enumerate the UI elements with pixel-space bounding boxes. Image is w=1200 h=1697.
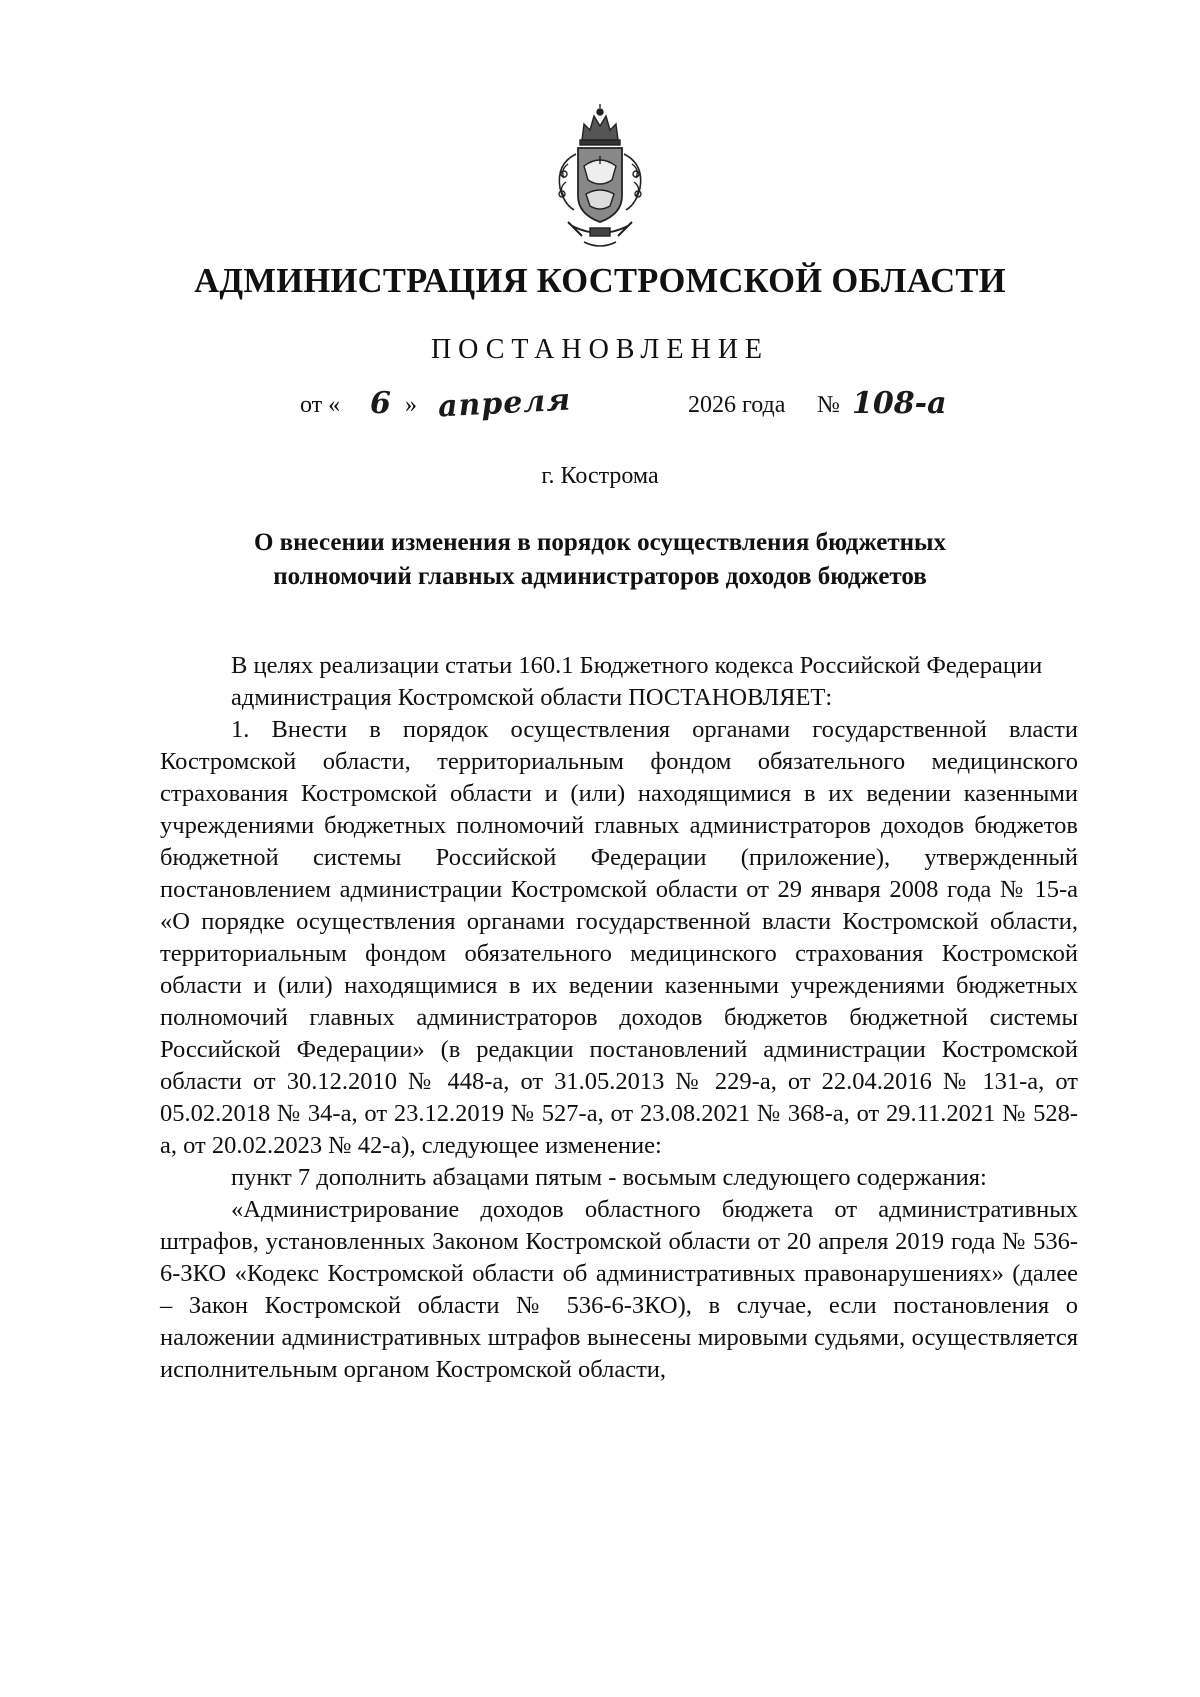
paragraph-amendment: пункт 7 дополнить абзацами пятым - восьмым следующего содержания: <box>231 1164 987 1191</box>
paragraph-resolves: администрация Костромской области ПОСТАНОВЛЯЕТ: <box>231 684 833 711</box>
date-year: 2026 года <box>688 392 786 418</box>
date-and-number-line <box>0 382 1200 442</box>
paragraph-item-1: 1. Внести в порядок осуществления органами государственной власти Костромской области, территориальным фондом обязательного медицинского страхования Костромской области и (или) находящимися в их ведении казенными учреждениями бюджетных полномочий главных администраторов доходов бюджетов бюджетной системы Российской Федерации (приложение), утвержденный постановлением администрации Костромской области от 29 января 2008 года № 15-а «О порядке осуществления органами государственной власти Костромской области, территориальным фондом обязательного медицинского страхования Костромской области и (или) находящимися в их ведении казенными учреждениями бюджетных полномочий главных администраторов доходов бюджетов бюджетной системы Российской Федерации» (в редакции постановлений администрации Костромской области от 30.12.2010 № 448-а, от 31.05.2013 № 229-а, от 22.04.2016 № 131-а, от 05.02.2018 № 34-а, от 23.12.2019 № 527-а, от 23.08.2021 № 368-а, от 29.11.2021 № 528-а, от 20.02.2023 № 42-а), следующее изменение: <box>160 716 1078 1159</box>
paragraph-quoted-text: «Администрирование доходов областного бюджета от административных штрафов, установленных Законом Костромской области от 20 апреля 2019 года № 536-6-ЗКО «Кодекс Костромской области об административных правонарушениях» (далее – Закон Костромской области № 536-6-ЗКО), в случае, если постановления о наложении административных штрафов вынесены мировыми судьями, осуществляется исполнительным органом Костромской области, <box>160 1196 1078 1383</box>
number-sign: № <box>817 392 840 418</box>
handwritten-day: 6 <box>370 386 391 421</box>
coat-of-arms-emblem <box>538 104 662 256</box>
document-body <box>160 650 1078 1386</box>
paragraph-preamble: В целях реализации статьи 160.1 Бюджетного кодекса Российской Федерации <box>231 652 1043 679</box>
organization-title: АДМИНИСТРАЦИЯ КОСТРОМСКОЙ ОБЛАСТИ <box>194 262 1006 300</box>
date-close-quote: » <box>405 392 417 418</box>
handwritten-number: 108-а <box>852 386 947 421</box>
city-name: г. Кострома <box>541 463 659 489</box>
handwritten-month: апреля <box>437 382 572 425</box>
document-type-heading: ПОСТАНОВЛЕНИЕ <box>430 334 770 365</box>
document-subject <box>160 526 1040 594</box>
subject-line-2: полномочий главных администраторов доходов бюджетов <box>273 563 927 590</box>
date-prefix: от « <box>300 392 341 418</box>
subject-line-1: О внесении изменения в порядок осуществления бюджетных <box>253 529 947 556</box>
